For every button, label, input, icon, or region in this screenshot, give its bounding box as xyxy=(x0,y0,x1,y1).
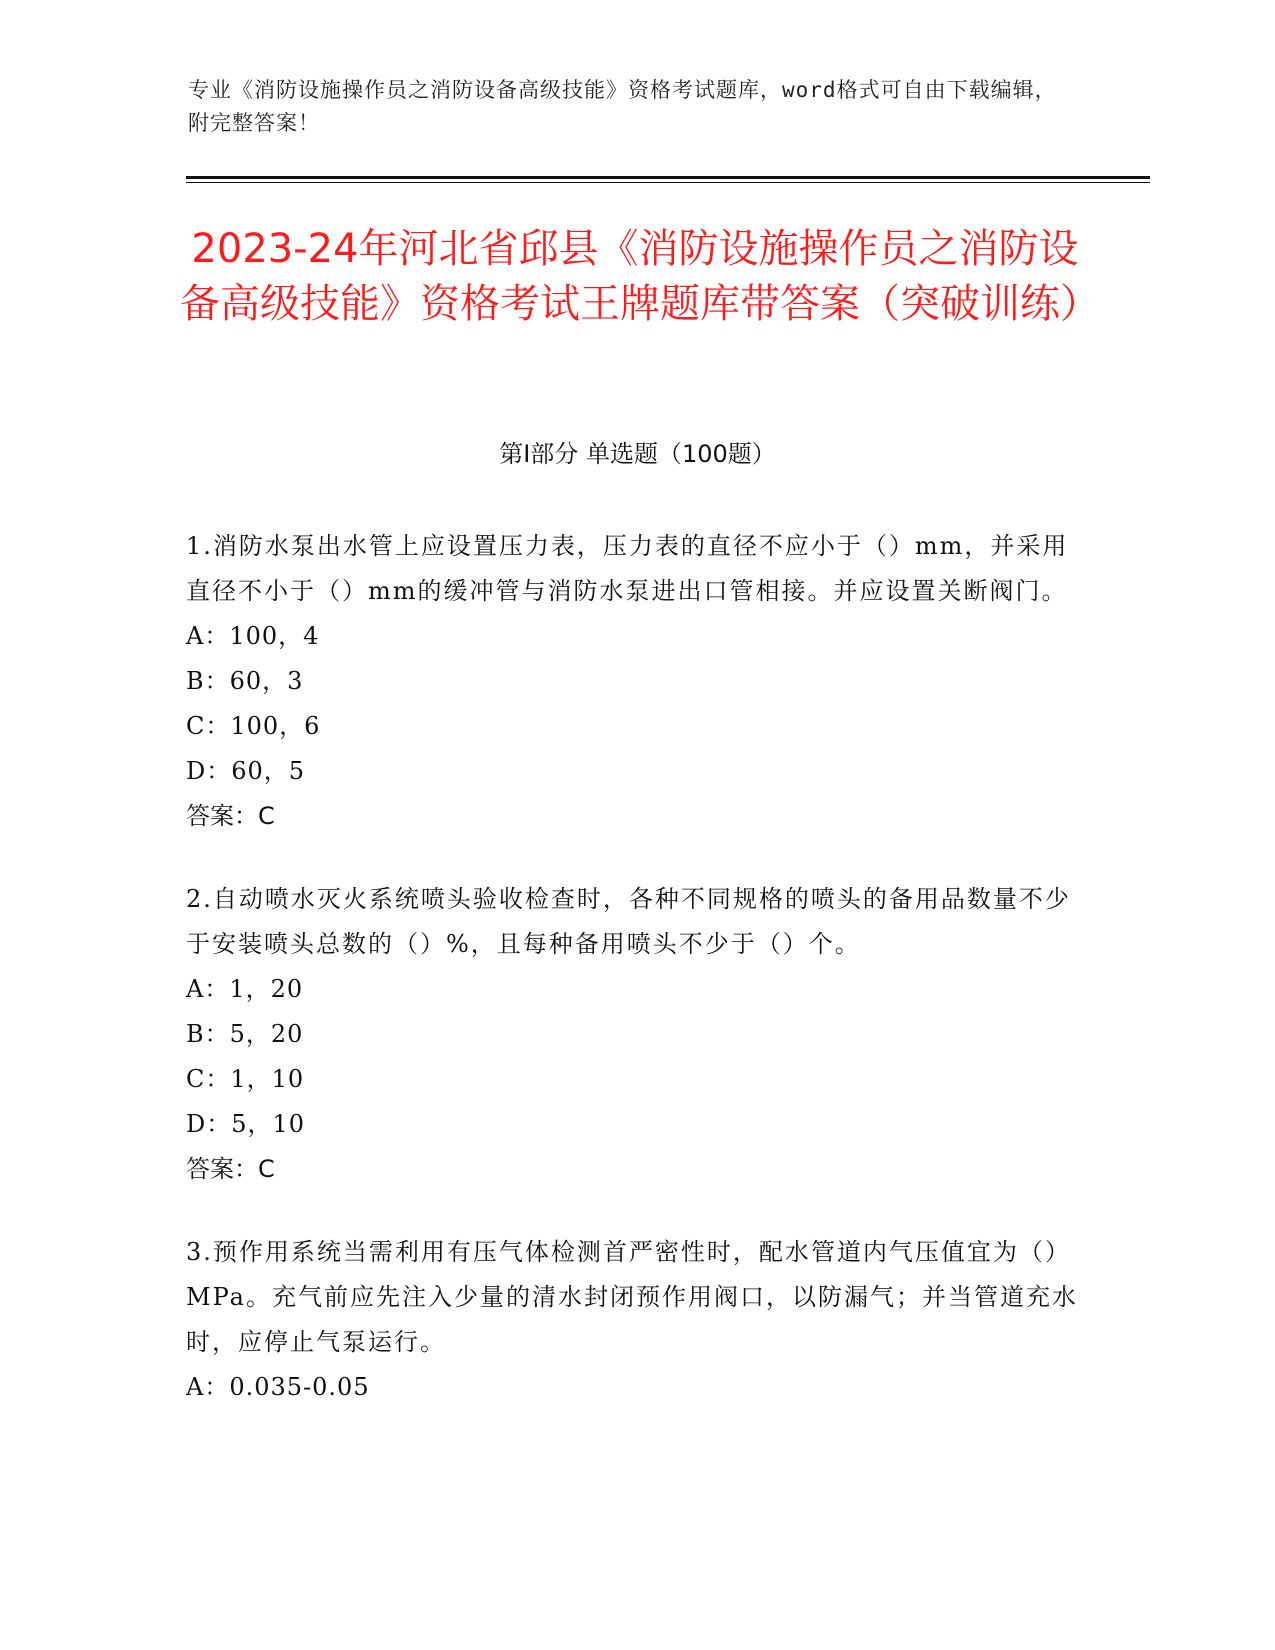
option-a: A：1，20 xyxy=(186,975,304,1003)
document-title: 2023-24年河北省邱县《消防设施操作员之消防设备高级技能》资格考试王牌题库带答案（突破训练） xyxy=(180,226,1100,327)
question-3 xyxy=(186,1230,1086,1410)
question-stem: 2.自动喷水灭火系统喷头验收检查时，各种不同规格的喷头的备用品数量不少于安装喷头总数的（）%，且每种备用喷头不少于（）个。 xyxy=(186,885,1071,958)
question-list xyxy=(186,524,1086,1448)
section-heading: 第Ⅰ部分 单选题（100题） xyxy=(499,440,776,468)
question-stem: 1.消防水泵出水管上应设置压力表，压力表的直径不应小于（）mm，并采用直径不小于（）mm的缓冲管与消防水泵进出口管相接。并应设置关断阀门。 xyxy=(186,532,1069,605)
question-1 xyxy=(186,524,1086,839)
option-a: A：0.035-0.05 xyxy=(186,1373,370,1401)
question-2 xyxy=(186,877,1086,1192)
option-c: C：100，6 xyxy=(186,712,321,740)
header-rule-thin xyxy=(186,182,1150,183)
header-rule-thick xyxy=(186,176,1150,179)
question-stem: 3.预作用系统当需利用有压气体检测首严密性时，配水管道内气压值宜为（）MPa。充气前应先注入少量的清水封闭预作用阀口，以防漏气；并当管道充水时，应停止气泵运行。 xyxy=(186,1238,1078,1356)
option-c: C：1，10 xyxy=(186,1065,305,1093)
header-note: 专业《消防设施操作员之消防设备高级技能》资格考试题库，word格式可自由下载编辑，附完整答案！ xyxy=(188,78,1057,135)
option-a: A：100，4 xyxy=(186,622,320,650)
option-b: B：60，3 xyxy=(186,667,304,695)
option-b: B：5，20 xyxy=(186,1020,304,1048)
answer: 答案：C xyxy=(186,1155,275,1183)
option-d: D：60，5 xyxy=(186,757,306,785)
option-d: D：5，10 xyxy=(186,1110,306,1138)
answer: 答案：C xyxy=(186,802,275,830)
